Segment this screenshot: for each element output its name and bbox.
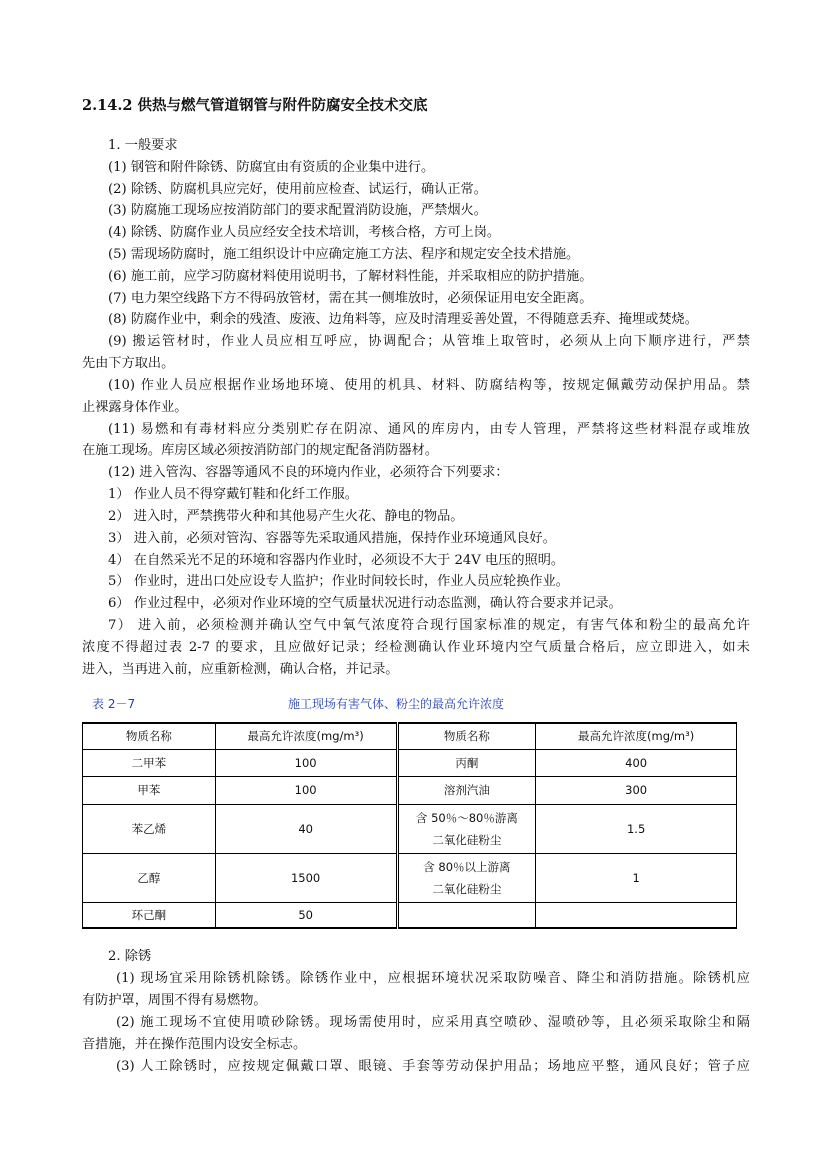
table-cell: [536, 902, 737, 928]
table-cell: 丙酮: [397, 749, 536, 776]
list-item-continuation: 音措施，并在操作范围内设安全标志。: [82, 1037, 307, 1052]
list-item-continuation: 止裸露身体作业。: [82, 400, 188, 415]
list-item: (3) 人工除锈时，应按规定佩戴口罩、眼镜、手套等劳动保护用品；场地应平整，通风良好；管子应: [116, 1059, 750, 1074]
list-item: (10) 作业人员应根据作业场地环境、使用的机具、材料、防腐结构等，按规定佩戴劳动保护用品。禁: [108, 378, 750, 393]
list-item: 2） 进入时，严禁携带火种和其他易产生火花、静电的物品。: [108, 509, 464, 524]
table-cell: 300: [536, 776, 737, 804]
table-caption: 施工现场有害气体、粉尘的最高允许浓度: [288, 697, 505, 711]
table-cell-line: 含 80％以上游离: [423, 859, 511, 874]
table-row: [83, 902, 737, 928]
table-row: [83, 749, 737, 776]
section-title: 2.14.2 供热与燃气管道钢管与附件防腐安全技术交底: [82, 97, 428, 114]
table-row: [83, 804, 737, 853]
list-item: 6） 作业过程中，必须对作业环境的空气质量状况进行动态监测，确认符合要求并记录。: [108, 596, 622, 611]
table-cell: 苯乙烯: [83, 804, 216, 853]
list-item: 7） 进入前，必须检测并确认空气中氧气浓度符合现行国家标准的规定，有害气体和粉尘的最高允许: [108, 618, 750, 633]
list-item: (1) 现场宜采用除锈机除锈。除锈作业中，应根据环境状况采取防噪音、降尘和消防措施。除锈机应: [116, 971, 750, 986]
list-item: (8) 防腐作业中，剩余的残渣、废液、边角料等，应及时清理妥善处置，不得随意丢弃、掩埋或焚烧。: [108, 312, 698, 327]
list-item: (2) 施工现场不宜使用喷砂除锈。现场需使用时，应采用真空喷砂、湿喷砂等，且必须采取除尘和隔: [116, 1015, 750, 1030]
table-row: [83, 853, 737, 902]
table-cell: [397, 902, 536, 928]
table-row: [83, 776, 737, 804]
list-item: (2) 除锈、防腐机具应完好，使用前应检查、试运行，确认正常。: [108, 182, 487, 197]
table-cell: 40: [215, 804, 397, 853]
section2-heading: 2. 除锈: [108, 949, 152, 964]
concentration-table: [82, 722, 737, 929]
list-item-continuation: 浓度不得超过表 2-7 的要求，且应做好记录；经检测确认作业环境内空气质量合格后，应立即进入，如未: [82, 640, 750, 655]
table-cell-line: 二氧化硅粉尘: [432, 832, 502, 847]
table-header: 最高允许浓度(mg/m³): [536, 723, 737, 749]
table-cell: 1500: [215, 853, 397, 902]
list-item: (9) 搬运管材时，作业人员应相互呼应，协调配合；从管堆上取管时，必须从上向下顺序进行，严禁: [108, 334, 750, 349]
list-item: (4) 除锈、防腐作业人员应经安全技术培训，考核合格，方可上岗。: [108, 225, 501, 240]
table-header: 最高允许浓度(mg/m³): [215, 723, 397, 749]
table-cell-multiline: [397, 804, 536, 853]
section1-heading: 1. 一般要求: [108, 138, 178, 153]
list-item: 3） 进入前，必须对管沟、容器等先采取通风措施，保持作业环境通风良好。: [108, 531, 556, 546]
table-cell: 400: [536, 749, 737, 776]
list-item: (1) 钢管和附件除锈、防腐宜由有资质的企业集中进行。: [108, 160, 435, 175]
table-cell: 环己酮: [83, 902, 216, 928]
table-header-row: [83, 723, 737, 749]
list-item-continuation: 在施工现场。库房区域必须按消防部门的规定配备消防器材。: [82, 443, 439, 458]
list-item: 4） 在自然采光不足的环境和容器内作业时，必须设不大于 24V 电压的照明。: [108, 553, 565, 568]
table-cell: 二甲苯: [83, 749, 216, 776]
table-cell: 100: [215, 749, 397, 776]
list-item-continuation: 进入，当再进入前，应重新检测，确认合格，并记录。: [82, 662, 399, 677]
table-cell-multiline: [397, 853, 536, 902]
list-item: 5） 作业时，进出口处应设专人监护；作业时间较长时，作业人员应轮换作业。: [108, 574, 569, 589]
list-item: (6) 施工前，应学习防腐材料使用说明书，了解材料性能，并采取相应的防护措施。: [108, 269, 593, 284]
table-header: 物质名称: [397, 723, 536, 749]
list-item: (11) 易燃和有毒材料应分类别贮存在阴凉、通风的库房内，由专人管理，严禁将这些材料混存或堆放: [108, 422, 750, 437]
table-cell-line: 含 50％～80％游离: [415, 810, 518, 825]
list-item-continuation: 先由下方取出。: [82, 356, 175, 371]
table-cell: 100: [215, 776, 397, 804]
table-cell: 1: [536, 853, 737, 902]
table-cell: 50: [215, 902, 397, 928]
table-number: 表 2－7: [92, 697, 136, 711]
list-item: (5) 需现场防腐时，施工组织设计中应确定施工方法、程序和规定安全技术措施。: [108, 247, 580, 262]
table-header: 物质名称: [83, 723, 216, 749]
table-cell: 1.5: [536, 804, 737, 853]
table-cell-line: 二氧化硅粉尘: [432, 881, 502, 896]
list-item: 1） 作业人员不得穿戴钉鞋和化纤工作服。: [108, 487, 358, 502]
list-item: (12) 进入管沟、容器等通风不良的环境内作业，必须符合下列要求：: [108, 465, 509, 480]
table-cell: 溶剂汽油: [397, 776, 536, 804]
list-item: (3) 防腐施工现场应按消防部门的要求配置消防设施，严禁烟火。: [108, 203, 487, 218]
table-cell: 甲苯: [83, 776, 216, 804]
list-item-continuation: 有防护罩，周围不得有易燃物。: [82, 993, 267, 1008]
table-cell: 乙醇: [83, 853, 216, 902]
list-item: (7) 电力架空线路下方不得码放管材，需在其一侧堆放时，必须保证用电安全距离。: [108, 291, 593, 306]
